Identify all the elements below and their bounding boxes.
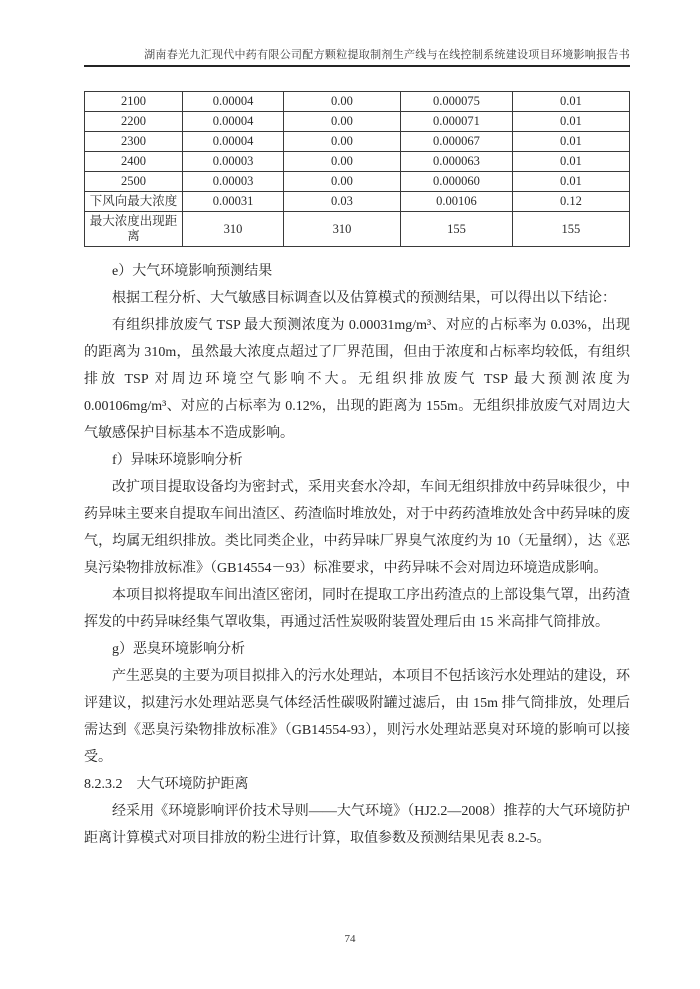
table-row-label: 2500	[85, 172, 183, 192]
table-cell: 0.01	[512, 112, 629, 132]
table-cell: 0.01	[512, 92, 629, 112]
table-cell: 0.01	[512, 152, 629, 172]
section-heading: 8.2.3.2 大气环境防护距离	[84, 777, 249, 792]
paragraph: 本项目拟将提取车间出渣区密闭，同时在提取工序出药渣点的上部设集气罩，出药渣挥发的中药异味经集气罩收集，再通过活性炭吸附装置处理后由 15 米高排气筒排放。	[84, 588, 630, 630]
table-cell: 0.000075	[401, 92, 513, 112]
table-cell: 0.12	[512, 192, 629, 212]
table-cell: 0.00	[283, 172, 400, 192]
table-row-label: 2300	[85, 132, 183, 152]
table-row-label: 最大浓度出现距离	[85, 212, 183, 247]
table-cell: 0.01	[512, 132, 629, 152]
list-heading: g）恶臭环境影响分析	[112, 642, 245, 657]
page-footer	[0, 933, 700, 945]
table-row	[85, 132, 630, 152]
table-cell: 0.00	[283, 152, 400, 172]
table-cell: 0.00	[283, 112, 400, 132]
page-number: 74	[344, 933, 356, 945]
paragraph: 改扩项目提取设备均为密封式，采用夹套水冷却，车间无组织排放中药异味很少，中药异味主要来自提取车间出渣区、药渣临时堆放处，对于中药药渣堆放处含中药异味的废气，均属无组织排放。类比同类企业，中药异味厂界臭气浓度约为 10（无量纲），达《恶臭污染物排放标准》（GB14554－93）标准要求，中药异味不会对周边环境造成影响。	[84, 480, 630, 576]
table-cell: 0.00004	[183, 132, 284, 152]
table-cell: 155	[401, 212, 513, 247]
list-heading: e）大气环境影响预测结果	[112, 264, 273, 279]
air-quality-prediction-table	[84, 91, 630, 247]
header-title: 湖南春光九汇现代中药有限公司配方颗粒提取制剂生产线与在线控制系统建设项目环境影响报告书	[144, 49, 630, 61]
table-cell: 0.00031	[183, 192, 284, 212]
table-region	[84, 91, 630, 247]
table-cell: 0.000063	[401, 152, 513, 172]
table-cell: 0.00003	[183, 172, 284, 192]
list-heading: f）异味环境影响分析	[112, 453, 243, 468]
table-cell: 0.00004	[183, 112, 284, 132]
table-cell: 0.00004	[183, 92, 284, 112]
table-row-label: 2400	[85, 152, 183, 172]
table-cell: 155	[512, 212, 629, 247]
table-row-label: 2200	[85, 112, 183, 132]
table-cell: 310	[283, 212, 400, 247]
paragraph: 产生恶臭的主要为项目拟排入的污水处理站，本项目不包括该污水处理站的建设，环评建议，拟建污水处理站恶臭气体经活性碳吸附罐过滤后，由 15m 排气筒排放，处理后需达到《恶臭污染物排放标准》（GB14554-93），则污水处理站恶臭对环境的影响可以接受。	[84, 669, 630, 765]
table-cell: 0.000067	[401, 132, 513, 152]
header-rule	[84, 65, 630, 67]
table-cell: 0.00003	[183, 152, 284, 172]
table-cell: 0.000060	[401, 172, 513, 192]
prediction-table-body	[85, 92, 630, 247]
paragraph: 有组织排放废气 TSP 最大预测浓度为 0.00031mg/m³、对应的占标率为 0.03%，出现的距离为 310m，虽然最大浓度点超过了厂界范围，但由于浓度和占标率均较低，有组织排放 TSP 对周边环境空气影响不大。无组织排放废气 TSP 最大预测浓度为 0.00106mg/m³、对应的占标率为 0.12%，出现的距离为 155m。无组织排放废气对周边大气敏感保护目标基本不造成影响。	[84, 318, 630, 441]
table-row	[85, 212, 630, 247]
document-body	[84, 258, 630, 852]
table-cell: 0.03	[283, 192, 400, 212]
table-cell: 0.00106	[401, 192, 513, 212]
table-row	[85, 152, 630, 172]
table-row	[85, 92, 630, 112]
table-row	[85, 172, 630, 192]
table-row	[85, 112, 630, 132]
table-cell: 0.00	[283, 132, 400, 152]
table-row-label: 2100	[85, 92, 183, 112]
table-cell: 0.000071	[401, 112, 513, 132]
paragraph: 根据工程分析、大气敏感目标调查以及估算模式的预测结果，可以得出以下结论：	[112, 291, 616, 306]
table-cell: 0.01	[512, 172, 629, 192]
table-row	[85, 192, 630, 212]
table-row-label: 下风向最大浓度	[85, 192, 183, 212]
table-cell: 310	[183, 212, 284, 247]
page-header	[84, 0, 630, 67]
table-cell: 0.00	[283, 92, 400, 112]
paragraph: 经采用《环境影响评价技术导则——大气环境》（HJ2.2—2008）推荐的大气环境防护距离计算模式对项目排放的粉尘进行计算，取值参数及预测结果见表 8.2-5。	[84, 804, 630, 846]
